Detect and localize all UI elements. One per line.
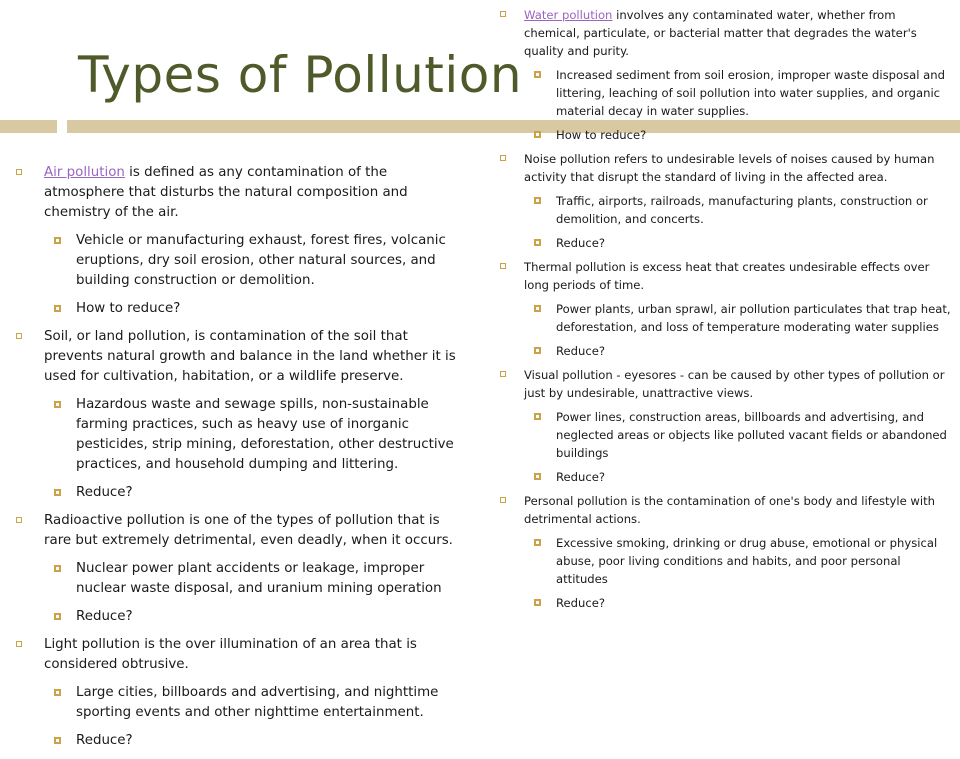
sub-item: Increased sediment from soil erosion, improper waste disposal and littering, leaching of soil pollution into water supplies, and organic material decay in water supplies.	[500, 66, 952, 120]
square-bullet-icon	[534, 305, 541, 312]
square-bullet-icon	[16, 169, 22, 175]
sub-item: Large cities, billboards and advertising, and nighttime sporting events and other nighttime entertainment.	[16, 683, 466, 723]
slide-title: Types of Pollution	[78, 46, 523, 104]
square-bullet-icon	[16, 333, 22, 339]
square-bullet-icon	[534, 71, 541, 78]
sub-item: Reduce?	[500, 342, 952, 360]
square-bullet-icon	[16, 641, 22, 647]
sub-item: Reduce?	[16, 607, 466, 627]
list-item-soil: Soil, or land pollution, is contamination of the soil that prevents natural growth and balance in the land whether it is used for cultivation, habitation, or a wildlife preserve.	[16, 327, 466, 387]
air-pollution-link[interactable]: Air pollution	[44, 165, 125, 180]
sub-item: Reduce?	[500, 234, 952, 252]
list-item-thermal: Thermal pollution is excess heat that creates undesirable effects over long periods of time.	[500, 258, 952, 294]
square-bullet-icon	[54, 689, 61, 696]
sub-item: How to reduce?	[16, 299, 466, 319]
square-bullet-icon	[534, 599, 541, 606]
square-bullet-icon	[54, 565, 61, 572]
list-item-water: Water pollution involves any contaminated water, whether from chemical, particulate, or bacterial matter that degrades the water's quality and purity.	[500, 6, 952, 60]
square-bullet-icon	[500, 371, 506, 377]
square-bullet-icon	[534, 347, 541, 354]
square-bullet-icon	[534, 413, 541, 420]
square-bullet-icon	[500, 155, 506, 161]
sub-item: Vehicle or manufacturing exhaust, forest fires, volcanic eruptions, dry soil erosion, other natural sources, and building construction or demolition.	[16, 231, 466, 291]
square-bullet-icon	[500, 263, 506, 269]
sub-item: Reduce?	[16, 731, 466, 751]
square-bullet-icon	[500, 497, 506, 503]
square-bullet-icon	[54, 613, 61, 620]
square-bullet-icon	[54, 305, 61, 312]
square-bullet-icon	[534, 539, 541, 546]
square-bullet-icon	[534, 239, 541, 246]
sub-item: Power lines, construction areas, billboards and advertising, and neglected areas or objects like polluted vacant fields or abandoned buildings	[500, 408, 952, 462]
square-bullet-icon	[500, 11, 506, 17]
list-item-visual: Visual pollution - eyesores - can be caused by other types of pollution or just by undesirable, unattractive views.	[500, 366, 952, 402]
accent-bar-left	[0, 120, 57, 133]
list-item-radioactive: Radioactive pollution is one of the types of pollution that is rare but extremely detrimental, even deadly, when it occurs.	[16, 511, 466, 551]
square-bullet-icon	[54, 737, 61, 744]
right-column	[500, 6, 952, 618]
list-item-noise: Noise pollution refers to undesirable levels of noises caused by human activity that disrupt the standard of living in the affected area.	[500, 150, 952, 186]
square-bullet-icon	[54, 401, 61, 408]
square-bullet-icon	[534, 197, 541, 204]
list-item-light: Light pollution is the over illumination of an area that is considered obtrusive.	[16, 635, 466, 675]
list-item-personal: Personal pollution is the contamination of one's body and lifestyle with detrimental actions.	[500, 492, 952, 528]
left-column	[16, 163, 466, 759]
square-bullet-icon	[54, 489, 61, 496]
sub-item: Reduce?	[500, 594, 952, 612]
sub-item: Hazardous waste and sewage spills, non-sustainable farming practices, such as heavy use of inorganic pesticides, strip mining, deforestation, other destructive practices, and household dumping and littering.	[16, 395, 466, 475]
square-bullet-icon	[534, 473, 541, 480]
water-pollution-link[interactable]: Water pollution	[524, 8, 613, 22]
sub-item: How to reduce?	[500, 126, 952, 144]
sub-item: Power plants, urban sprawl, air pollution particulates that trap heat, deforestation, and loss of temperature moderating water supplies	[500, 300, 952, 336]
sub-item: Excessive smoking, drinking or drug abuse, emotional or physical abuse, poor living conditions and habits, and poor personal attitudes	[500, 534, 952, 588]
square-bullet-icon	[54, 237, 61, 244]
sub-item: Nuclear power plant accidents or leakage, improper nuclear waste disposal, and uranium mining operation	[16, 559, 466, 599]
square-bullet-icon	[534, 131, 541, 138]
list-item-air: Air pollution is defined as any contamination of the atmosphere that disturbs the natural composition and chemistry of the air.	[16, 163, 466, 223]
sub-item: Reduce?	[16, 483, 466, 503]
square-bullet-icon	[16, 517, 22, 523]
sub-item: Traffic, airports, railroads, manufacturing plants, construction or demolition, and concerts.	[500, 192, 952, 228]
sub-item: Reduce?	[500, 468, 952, 486]
